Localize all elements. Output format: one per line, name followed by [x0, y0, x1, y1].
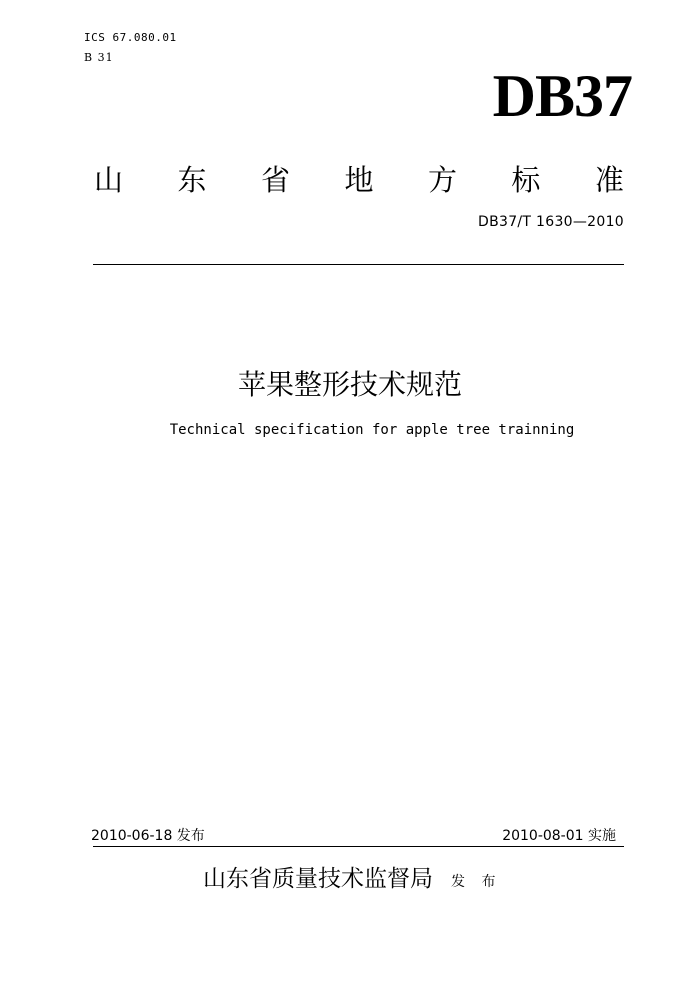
- title-chinese: 苹果整形技术规范: [237, 368, 462, 401]
- standard-kind-char: 山: [94, 163, 124, 197]
- standard-kind-char: 方: [427, 163, 457, 197]
- issuer-suffix: 发 布: [451, 874, 502, 890]
- ics-code: ICS 67.080.01: [84, 31, 177, 44]
- standard-kind-char: 省: [260, 163, 290, 197]
- standard-kind-char: 东: [177, 163, 207, 197]
- header-divider: [93, 264, 624, 265]
- standard-kind-char: 地: [344, 163, 374, 197]
- standard-kind-char: 标: [511, 163, 541, 197]
- footer-divider: [93, 846, 624, 847]
- standard-number: DB37/T 1630—2010: [478, 214, 624, 230]
- implement-date: 2010-08-01 实施: [502, 828, 616, 844]
- standard-kind: [94, 160, 624, 200]
- ccs-code: B 31: [84, 51, 114, 64]
- issuer-line: [203, 862, 501, 896]
- standard-kind-char: 准: [594, 163, 624, 197]
- publish-date: 2010-06-18 发布: [91, 828, 205, 844]
- title-english: Technical specification for apple tree trainning: [169, 422, 575, 438]
- issuer-name: 山东省质量技术监督局: [203, 866, 433, 892]
- standard-prefix: DB37: [492, 63, 632, 129]
